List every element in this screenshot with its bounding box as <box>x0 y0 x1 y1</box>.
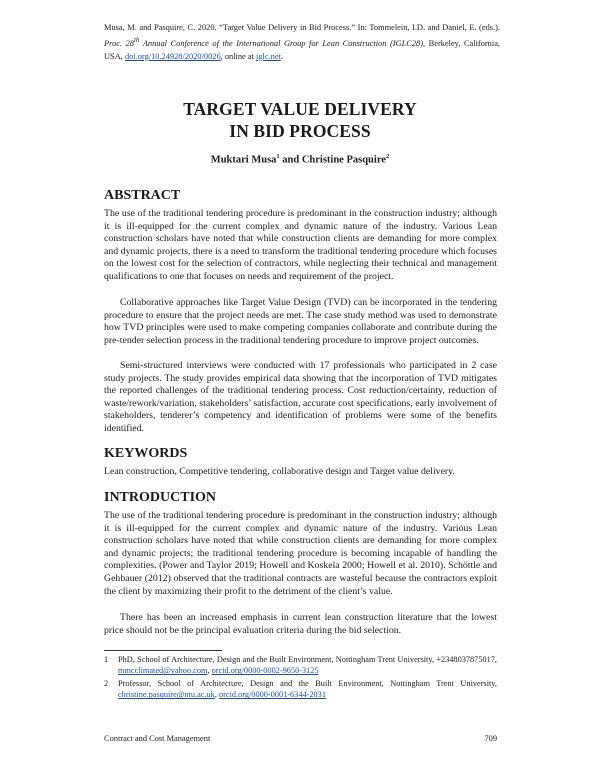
footnote-2-number: 2 <box>104 679 109 688</box>
footnote-divider <box>104 650 222 651</box>
citation-end: . <box>280 51 283 61</box>
author-2: Christine Pasquire <box>301 154 386 166</box>
citation-location: , Berkeley, California, USA, <box>104 38 501 61</box>
abstract-paragraph-2: Collaborative approaches like Target Value Design (TVD) can be incorporated in the tendering procedure to ensure that the project needs are met. The case study method was used to demonstrate how TVD principles were used to make competing companies collaborate and contribute during the pre-tender selection process in the traditional tendering procedure to improve project outcomes. <box>104 297 497 346</box>
footnote-2-separator: , <box>214 690 219 700</box>
title-line-1: TARGET VALUE DELIVERY <box>183 99 417 119</box>
citation-text: Musa, M. and Pasquire, C. 2020. “Target Value Delivery in Bid Process.” In: Tommelein, I.D. and Daniel, E. (eds.). <box>104 23 500 32</box>
citation-online: , online at <box>220 51 257 61</box>
abstract-paragraph-1: The use of the traditional tendering procedure is predominant in the construction industry; although it is ill-equipped for the current complex and dynamic nature of the industry. Various Lean construction scholars have noted that while construction clients are demanding for more complex and dynamic projects, there is a need to transform the traditional tendering procedure which focuses on the lowest cost for the selection of contractors, while neglecting their technical and management qualifications to one that focuses on needs and requirement of the project. <box>104 208 497 282</box>
footnote-1-text: PhD, School of Architecture, Design and the Built Environment, Nottingham Trent University, +2348037875017, <box>118 655 497 664</box>
footnote-2-text: Professor, School of Architecture, Design and the Built Environment, Nottingham Trent University, <box>118 679 497 688</box>
keywords-heading: KEYWORDS <box>104 446 188 461</box>
footnote-1-orcid-link[interactable]: orcid.org/0000-0002-9650-3125 <box>211 666 319 676</box>
introduction-paragraph-1: The use of the traditional tendering procedure is predominant in the construction industry; although it is ill-equipped for the current complex and dynamic nature of the industry. Various Lean construction scholars have noted that while construction clients are demanding for more complex and dynamic projects; the traditional tendering procedure is becoming incapable of handling the complexities. (Power and Taylor 2019; Howell and Koskela 2000; Howell et al. 2010). Schöttle and Gehbauer (2012) observed that the traditional contracts are wasteful because the contractors exploit the client by maximizing their profit to the detriment of the client’s value. <box>104 510 497 597</box>
footnote-1-email-link[interactable]: mmcclimated@yahoo.com <box>118 666 208 676</box>
doi-link[interactable]: doi.org/10.24928/2020/0026 <box>124 51 221 61</box>
title-line-2: IN BID PROCESS <box>229 121 371 141</box>
paper-title <box>0 98 600 142</box>
author-joiner: and <box>279 154 302 166</box>
introduction-heading: INTRODUCTION <box>104 490 217 505</box>
citation-proc: Proc. 28 <box>104 38 134 48</box>
abstract-paragraph-3: Semi-structured interviews were conducted with 17 professionals who participated in 2 case study projects. The study provides empirical data showing that the incorporation of TVD mitigates the reported challenges of the traditional tendering process. Cost reduction/certainty, reduction of waste/rework/variation, stakeholders’ satisfaction, accurate cost specifications, early involvement of stakeholders, tenderer’s competency and identification of problems were some of the benefits identified. <box>104 360 497 434</box>
footnote-1 <box>104 654 497 677</box>
footnote-1-number: 1 <box>104 655 109 664</box>
author-1-footnote-mark: 1 <box>276 153 280 160</box>
author-1: Muktari Musa <box>210 154 277 166</box>
citation-header <box>104 21 500 63</box>
footer-section-name: Contract and Cost Management <box>104 734 211 743</box>
footnote-2-orcid-link[interactable]: orcid.org/0000-0001-6344-2031 <box>218 690 326 700</box>
introduction-paragraph-2: There has been an increased emphasis in current lean construction literature that the lowest price should not be the principal evaluation criteria during the bid selection. <box>104 612 497 636</box>
page-number: 709 <box>484 734 497 743</box>
footnote-1-separator: , <box>207 666 212 676</box>
keywords-text: Lean construction, Competitive tendering, collaborative design and Target value delivery. <box>104 466 455 477</box>
author-line <box>0 153 600 166</box>
citation-proc-sup: th <box>133 36 140 44</box>
citation-proc-rest: Annual Conference of the International Group for Lean Construction (IGLC28) <box>139 38 423 48</box>
abstract-heading: ABSTRACT <box>104 188 181 203</box>
page-footer <box>104 734 497 743</box>
footnote-2 <box>104 678 497 701</box>
footnote-2-email-link[interactable]: christine.pasquire@ntu.ac.uk <box>118 690 215 700</box>
iglc-link[interactable]: iglc.net <box>256 51 281 61</box>
author-2-footnote-mark: 2 <box>385 153 390 160</box>
